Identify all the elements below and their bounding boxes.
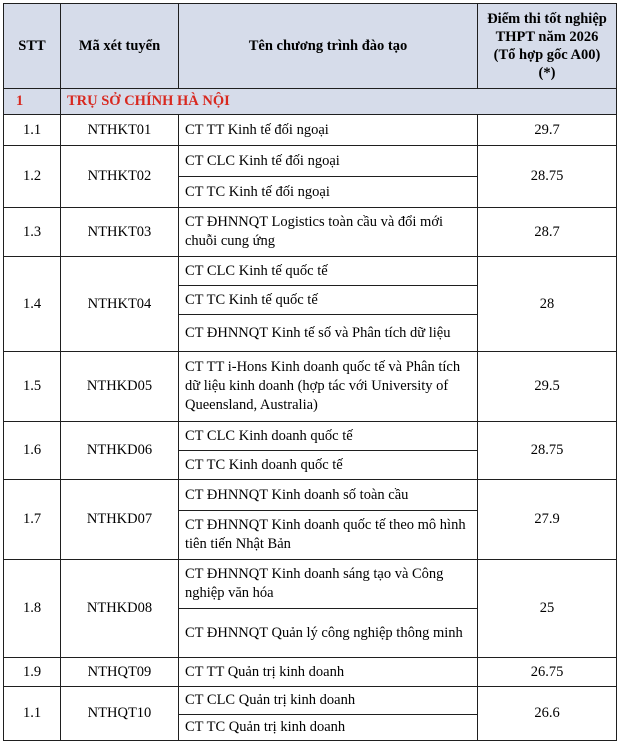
row-code: NTHKT02 [61, 146, 179, 208]
row-program: CT ĐHNNQT Kinh tế số và Phân tích dữ liệu [179, 315, 478, 352]
header-score-line-3: (Tổ hợp gốc A00) [493, 47, 601, 63]
row-program: CT TC Kinh tế đối ngoại [179, 177, 478, 208]
row-program: CT CLC Quản trị kinh doanh [179, 687, 478, 715]
row-score: 27.9 [478, 480, 617, 560]
row-code: NTHKD08 [61, 560, 179, 658]
row-score: 28.75 [478, 146, 617, 208]
row-program: CT TT Kinh tế đối ngoại [179, 115, 478, 146]
header-stt: STT [4, 4, 61, 89]
row-score: 25 [478, 560, 617, 658]
row-stt: 1.5 [4, 352, 61, 422]
row-code: NTHKT01 [61, 115, 179, 146]
row-program: CT CLC Kinh tế đối ngoại [179, 146, 478, 177]
row-score: 26.6 [478, 687, 617, 741]
row-stt: 1.9 [4, 658, 61, 687]
row-program: CT ĐHNNQT Kinh doanh sáng tạo và Công nghiệp văn hóa [179, 560, 478, 609]
row-program: CT TC Kinh tế quốc tế [179, 286, 478, 315]
header-score-line-1: Điểm thi tốt nghiệp [487, 11, 607, 27]
table-row [4, 687, 617, 715]
row-program: CT TT i-Hons Kinh doanh quốc tế và Phân tích dữ liệu kinh doanh (hợp tác với University of Queensland, Australia) [179, 352, 478, 422]
row-program: CT TC Kinh doanh quốc tế [179, 451, 478, 480]
row-score: 28.7 [478, 208, 617, 257]
row-program: CT TT Quản trị kinh doanh [179, 658, 478, 687]
row-code: NTHQT09 [61, 658, 179, 687]
row-code: NTHKD06 [61, 422, 179, 480]
row-stt: 1.1 [4, 687, 61, 741]
admission-score-table [3, 3, 617, 741]
row-program: CT CLC Kinh doanh quốc tế [179, 422, 478, 451]
header-code: Mã xét tuyển [61, 4, 179, 89]
row-stt: 1.1 [4, 115, 61, 146]
table-row [4, 352, 617, 422]
row-stt: 1.3 [4, 208, 61, 257]
row-program: CT CLC Kinh tế quốc tế [179, 257, 478, 286]
row-code: NTHKD07 [61, 480, 179, 560]
row-program: CT TC Quản trị kinh doanh [179, 715, 478, 741]
row-program: CT ĐHNNQT Quản lý công nghiệp thông minh [179, 609, 478, 658]
header-score [478, 4, 617, 89]
row-stt: 1.2 [4, 146, 61, 208]
row-stt: 1.4 [4, 257, 61, 352]
row-stt: 1.6 [4, 422, 61, 480]
table-row [4, 208, 617, 257]
table-row [4, 257, 617, 286]
table-row [4, 146, 617, 177]
section-title: TRỤ SỞ CHÍNH HÀ NỘI [61, 89, 617, 115]
header-program: Tên chương trình đào tạo [179, 4, 478, 89]
table-row [4, 658, 617, 687]
row-program: CT ĐHNNQT Kinh doanh quốc tế theo mô hình tiên tiến Nhật Bản [179, 511, 478, 560]
row-score: 29.5 [478, 352, 617, 422]
section-row [4, 89, 617, 115]
row-code: NTHKT03 [61, 208, 179, 257]
table-row [4, 422, 617, 451]
row-score: 26.75 [478, 658, 617, 687]
row-program: CT ĐHNNQT Kinh doanh số toàn cầu [179, 480, 478, 511]
row-stt: 1.7 [4, 480, 61, 560]
table-row [4, 560, 617, 609]
row-code: NTHKD05 [61, 352, 179, 422]
row-code: NTHKT04 [61, 257, 179, 352]
table-row [4, 115, 617, 146]
row-program: CT ĐHNNQT Logistics toàn cầu và đổi mới chuỗi cung ứng [179, 208, 478, 257]
header-score-line-4: (*) [538, 65, 556, 81]
row-code: NTHQT10 [61, 687, 179, 741]
header-score-line-2: THPT năm 2026 [495, 29, 599, 45]
row-score: 29.7 [478, 115, 617, 146]
row-score: 28.75 [478, 422, 617, 480]
row-stt: 1.8 [4, 560, 61, 658]
row-score: 28 [478, 257, 617, 352]
table-row [4, 480, 617, 511]
section-number: 1 [4, 89, 61, 115]
